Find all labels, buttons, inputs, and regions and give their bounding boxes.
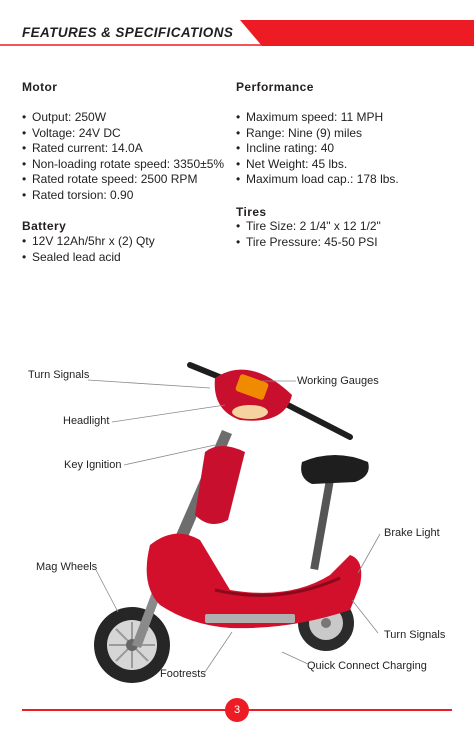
tires-heading: Tires: [236, 205, 267, 219]
motor-spec-item: • Rated torsion: 0.90: [22, 188, 224, 204]
handlebar-right: [282, 402, 350, 437]
callout-footrests: Footrests: [160, 668, 206, 680]
performance-spec-item: • Net Weight: 45 lbs.: [236, 157, 399, 173]
performance-heading: Performance: [236, 80, 314, 94]
tires-spec-item: • Tire Pressure: 45-50 PSI: [236, 235, 381, 251]
performance-spec-item: • Maximum speed: 11 MPH: [236, 110, 399, 126]
callout-headlight: Headlight: [63, 415, 110, 427]
motor-spec-item: • Voltage: 24V DC: [22, 126, 224, 142]
callout-key-ignition: Key Ignition: [64, 459, 122, 471]
motor-spec-item: • Output: 250W: [22, 110, 224, 126]
callout-working-gauges: Working Gauges: [297, 375, 379, 387]
handlebar-left: [190, 365, 222, 378]
seat-post: [310, 480, 334, 570]
page-title: FEATURES & SPECIFICATIONS: [22, 25, 234, 40]
motor-spec-item: • Rated current: 14.0A: [22, 141, 224, 157]
battery-heading: Battery: [22, 219, 67, 233]
page-number: 3: [225, 698, 249, 722]
performance-spec-item: • Incline rating: 40: [236, 141, 399, 157]
callout-quick-connect-charging: Quick Connect Charging: [307, 660, 427, 672]
performance-spec-item: • Range: Nine (9) miles: [236, 126, 399, 142]
battery-spec-item: • 12V 12Ah/5hr x (2) Qty: [22, 234, 155, 250]
battery-spec-item: • Sealed lead acid: [22, 250, 155, 266]
callout-brake-light: Brake Light: [384, 527, 440, 539]
callout-mag-wheels: Mag Wheels: [36, 561, 98, 573]
seat: [301, 455, 369, 484]
performance-spec-item: • Maximum load cap.: 178 lbs.: [236, 172, 399, 188]
headlight-lamp: [232, 405, 268, 419]
front-fairing: [195, 446, 245, 524]
motor-heading: Motor: [22, 80, 58, 94]
motor-spec-item: • Rated rotate speed: 2500 RPM: [22, 172, 224, 188]
motor-spec-item: • Non-loading rotate speed: 3350±5%: [22, 157, 224, 173]
callout-turn-signals-rear: Turn Signals: [384, 629, 446, 641]
scooter-body: [147, 534, 362, 629]
callout-turn-signals-front: Turn Signals: [28, 369, 90, 381]
footrest-plate: [205, 614, 295, 623]
tires-spec-item: • Tire Size: 2 1/4" x 12 1/2": [236, 219, 381, 235]
